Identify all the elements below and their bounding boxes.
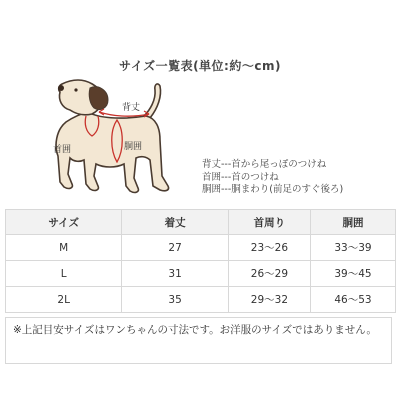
page-title: サイズ一覧表(単位:約〜cm) bbox=[119, 59, 281, 73]
cell-size: L bbox=[6, 261, 122, 287]
cell-neck: 26〜29 bbox=[228, 261, 310, 287]
table-row bbox=[6, 287, 396, 313]
cell-chest: 46〜53 bbox=[310, 287, 395, 313]
dog-nose bbox=[58, 85, 64, 91]
cell-neck: 23〜26 bbox=[228, 235, 310, 261]
dog-ear bbox=[89, 87, 108, 110]
legend-item-back: 背丈---首から尾っぽのつけね bbox=[202, 159, 327, 170]
dog-body bbox=[56, 112, 168, 192]
table-row bbox=[6, 261, 396, 287]
size-chart-table bbox=[5, 209, 396, 313]
label-back-length: 背丈 bbox=[122, 103, 141, 113]
cell-length: 27 bbox=[122, 235, 229, 261]
cell-length: 35 bbox=[122, 287, 229, 313]
label-chest: 胴囲 bbox=[124, 142, 143, 152]
cell-chest: 39〜45 bbox=[310, 261, 395, 287]
cell-chest: 33〜39 bbox=[310, 235, 395, 261]
table-row bbox=[6, 235, 396, 261]
table-header-row bbox=[6, 210, 396, 235]
cell-length: 31 bbox=[122, 261, 229, 287]
header-length: 着丈 bbox=[122, 210, 229, 235]
measurement-legend bbox=[202, 159, 343, 197]
size-note: ※上記目安サイズはワンちゃんの寸法です。お洋服のサイズではありません。 bbox=[5, 317, 392, 364]
label-neck: 首囲 bbox=[53, 145, 72, 155]
cell-size: M bbox=[6, 235, 122, 261]
legend-item-chest: 胴囲---胴まわり(前足のすぐ後ろ) bbox=[202, 184, 344, 195]
cell-size: 2L bbox=[6, 287, 122, 313]
header-neck: 首周り bbox=[228, 210, 310, 235]
cell-neck: 29〜32 bbox=[228, 287, 310, 313]
header-chest: 胴囲 bbox=[310, 210, 395, 235]
header-size: サイズ bbox=[6, 210, 122, 235]
legend-item-neck: 首囲---首のつけね bbox=[202, 171, 279, 183]
dog-eye bbox=[74, 88, 77, 91]
